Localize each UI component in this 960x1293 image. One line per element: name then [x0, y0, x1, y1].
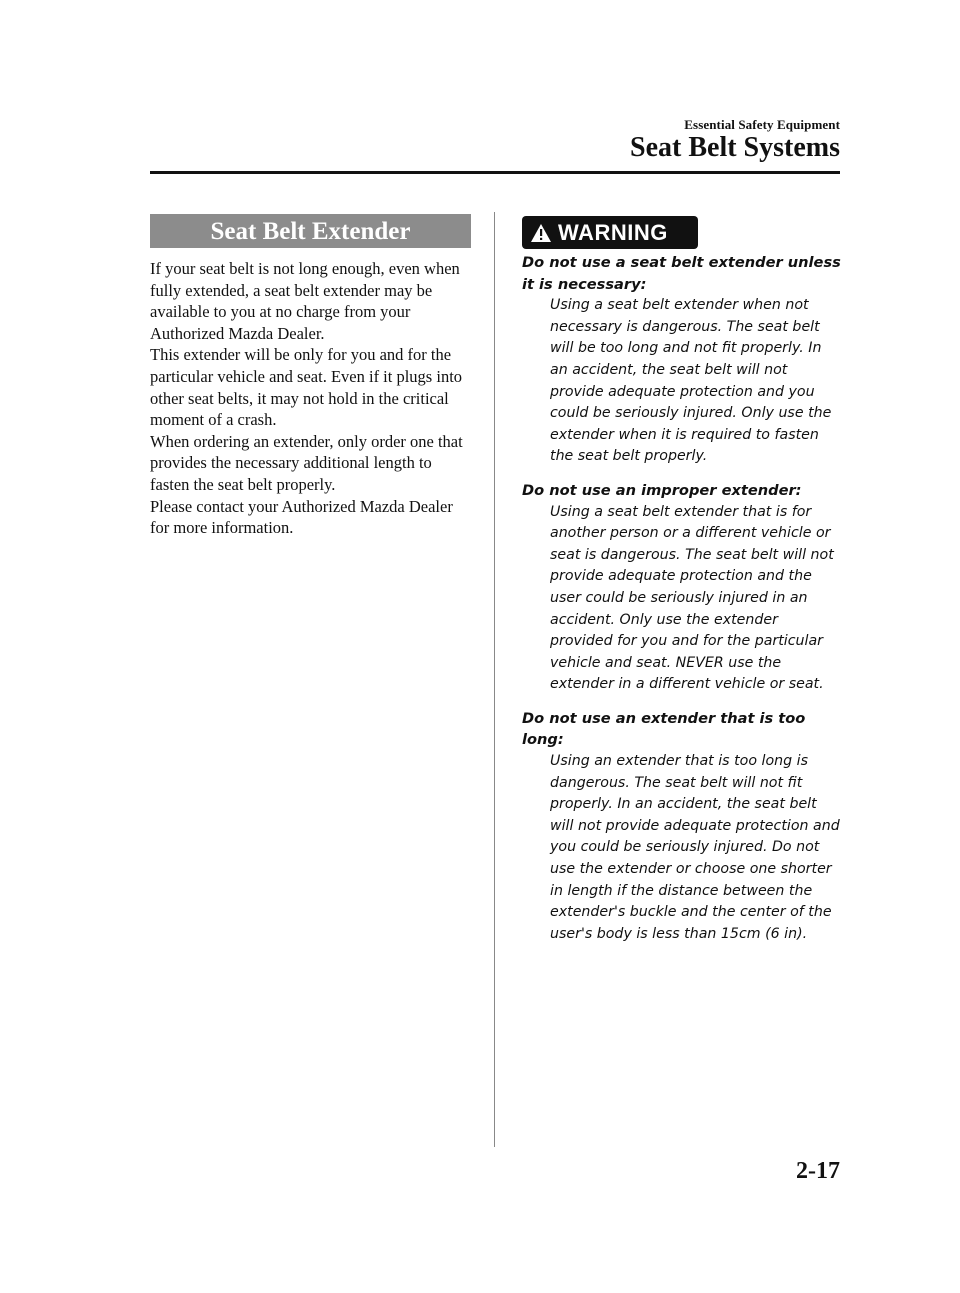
warning-item-text: Using an extender that is too long is dangerous. The seat belt will not fit properly. In an accident, the seat belt will not provide adequate protection and you could be seriously injured. Do not use the extender or choose one shorter in length if the distance between the extender's buckle and the center of the user's body is less than 15cm (6 in).	[550, 753, 840, 942]
header-chapter-title: Seat Belt Systems	[630, 132, 840, 163]
body-paragraph: This extender will be only for you and for the particular vehicle and seat. Even if it plugs into other seat belts, it may not hold in the critical moment of a crash.	[150, 345, 463, 430]
warning-item	[522, 252, 842, 468]
warning-triangle-icon	[530, 223, 552, 243]
header-divider	[150, 171, 840, 174]
body-paragraph: Please contact your Authorized Mazda Dealer for more information.	[150, 496, 453, 538]
column-divider	[494, 212, 495, 1147]
warning-item-title: Do not use an extender that is too long:	[522, 709, 806, 749]
warning-item-text: Using a seat belt extender when not necessary is dangerous. The seat belt will be too long and not fit properly. In an accident, the seat belt will not provide adequate protection and you could be seriously injured. Only use the extender when it is required to fasten the seat belt properly.	[550, 297, 832, 465]
warning-item	[522, 480, 842, 696]
section-body	[150, 258, 475, 539]
page-number: 2-17	[796, 1158, 840, 1184]
body-paragraph: When ordering an extender, only order one that provides the necessary additional length to fasten the seat belt properly.	[150, 431, 463, 494]
warning-list	[522, 252, 842, 957]
header-section-label: Essential Safety Equipment	[684, 117, 840, 132]
section-heading: Seat Belt Extender	[150, 214, 471, 248]
body-paragraph: If your seat belt is not long enough, even when fully extended, a seat belt extender may be available to you at no charge from your Authorized Mazda Dealer.	[150, 259, 460, 343]
warning-label: WARNING	[558, 219, 668, 245]
warning-item-text: Using a seat belt extender that is for another person or a different vehicle or seat is dangerous. The seat belt will not provide adequate protection and the user could be seriously injured in an accident. Only use the extender provided for you and for the particular vehicle and seat. NEVER use the extender in a different vehicle or seat.	[550, 503, 834, 693]
warning-item-title: Do not use an improper extender:	[522, 481, 802, 499]
warning-badge	[522, 216, 698, 249]
warning-item	[522, 708, 842, 946]
warning-item-title: Do not use a seat belt extender unless it is necessary:	[522, 254, 841, 293]
